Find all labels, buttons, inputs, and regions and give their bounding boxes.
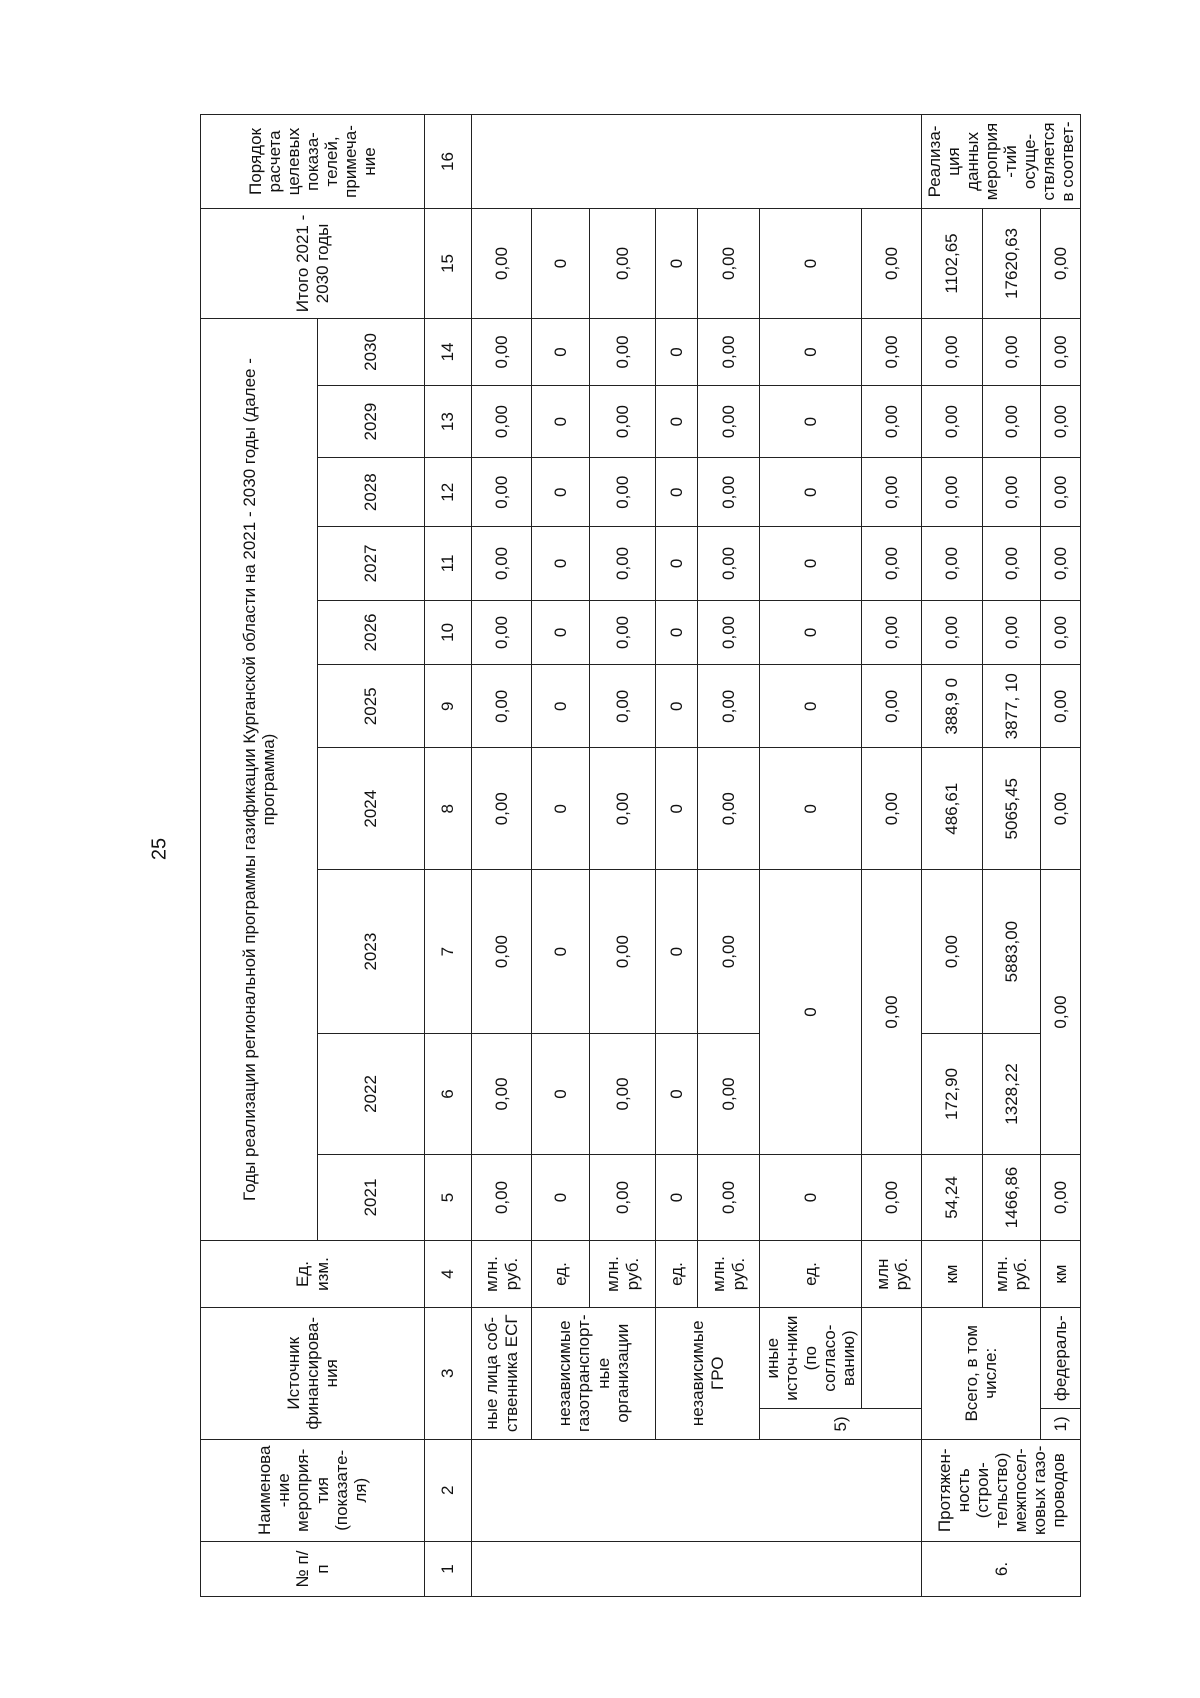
unit-cell: млн. руб. bbox=[590, 1241, 656, 1308]
table-row bbox=[922, 115, 982, 1597]
column-number: 5 bbox=[425, 1154, 472, 1240]
table-row bbox=[862, 115, 922, 1597]
value-cell: 486,61 bbox=[922, 748, 982, 870]
value-cell: 0,00 bbox=[1041, 385, 1081, 457]
column-number: 9 bbox=[425, 665, 472, 748]
source-cell: независимые газотранспорт-ные организации bbox=[532, 1307, 656, 1439]
value-cell: 0 bbox=[532, 1154, 590, 1240]
column-number: 13 bbox=[425, 385, 472, 457]
source-cell: Всего, в том числе: bbox=[922, 1307, 1041, 1439]
header-year: 2026 bbox=[318, 600, 425, 665]
rotated-table-wrapper bbox=[200, 114, 1108, 1597]
total-cell: 0 bbox=[656, 208, 698, 318]
column-number: 15 bbox=[425, 208, 472, 318]
gasification-table bbox=[200, 114, 1081, 1597]
value-cell: 0,00 bbox=[862, 527, 922, 600]
column-number: 14 bbox=[425, 318, 472, 385]
value-cell: 0 bbox=[760, 527, 862, 600]
header-year: 2025 bbox=[318, 665, 425, 748]
column-number-row bbox=[425, 115, 472, 1597]
header-years-group: Годы реализации региональной программы газификации Курганской области на 2021 - 2030 годы (далее - программа) bbox=[201, 318, 318, 1240]
row-number: 6. bbox=[922, 1542, 1081, 1597]
value-cell: 0,00 bbox=[862, 318, 922, 385]
header-year: 2027 bbox=[318, 527, 425, 600]
value-cell: 0,00 bbox=[862, 665, 922, 748]
value-cell: 0,00 bbox=[590, 600, 656, 665]
source-cell: ные лица соб-ственника ЕСГ bbox=[472, 1307, 532, 1439]
value-cell: 0,00 bbox=[698, 527, 760, 600]
value-cell: 0,00 bbox=[1041, 527, 1081, 600]
header-row-1 bbox=[201, 115, 318, 1597]
value-cell: 0,00 bbox=[982, 527, 1040, 600]
header-year: 2030 bbox=[318, 318, 425, 385]
value-cell: 0,00 bbox=[472, 600, 532, 665]
value-cell: 0,00 bbox=[862, 458, 922, 527]
header-notes: Порядок расчета целевых показа-телей, примеча-ние bbox=[201, 115, 425, 209]
value-cell: 0 bbox=[656, 318, 698, 385]
value-cell: 1466,86 bbox=[982, 1154, 1040, 1240]
value-cell: 0,00 bbox=[862, 600, 922, 665]
header-year: 2029 bbox=[318, 385, 425, 457]
value-cell: 0 bbox=[760, 665, 862, 748]
value-cell: 0,00 bbox=[982, 385, 1040, 457]
value-cell: 0,00 bbox=[1041, 1154, 1081, 1240]
unit-cell: млн. руб. bbox=[472, 1241, 532, 1308]
value-cell: 0,00 bbox=[982, 600, 1040, 665]
column-number: 3 bbox=[425, 1307, 472, 1439]
value-cell: 0 bbox=[656, 870, 698, 1034]
value-cell: 0,00 bbox=[698, 1154, 760, 1240]
value-cell: 0,00 bbox=[982, 318, 1040, 385]
value-cell: 0 bbox=[532, 1034, 590, 1155]
total-cell: 0 bbox=[760, 208, 862, 318]
column-number: 7 bbox=[425, 870, 472, 1034]
value-cell: 54,24 bbox=[922, 1154, 982, 1240]
unit-cell: км bbox=[922, 1241, 982, 1308]
table-row bbox=[472, 115, 532, 1597]
value-cell: 0 bbox=[656, 1154, 698, 1240]
value-cell: 0 bbox=[532, 748, 590, 870]
unit-cell: ед. bbox=[656, 1241, 698, 1308]
value-cell: 0,00 bbox=[590, 665, 656, 748]
header-source: Источник финансирова-ния bbox=[201, 1307, 425, 1439]
value-cell: 0,00 bbox=[472, 665, 532, 748]
value-cell: 0,00 bbox=[922, 870, 982, 1034]
value-cell: 0,00 bbox=[472, 458, 532, 527]
value-cell: 0,00 bbox=[862, 1154, 922, 1240]
value-cell: 0,00 bbox=[472, 870, 532, 1034]
total-cell: 0,00 bbox=[1041, 208, 1081, 318]
value-cell: 0 bbox=[656, 665, 698, 748]
table-row bbox=[1041, 115, 1081, 1597]
value-cell: 0,00 bbox=[1041, 665, 1081, 748]
value-cell: 0,00 bbox=[862, 748, 922, 870]
header-year: 2028 bbox=[318, 458, 425, 527]
value-cell: 0,00 bbox=[590, 748, 656, 870]
value-cell: 0,00 bbox=[472, 748, 532, 870]
header-year: 2022 bbox=[318, 1034, 425, 1155]
unit-cell: млн. руб. bbox=[698, 1241, 760, 1308]
value-cell: 0,00 bbox=[1041, 748, 1081, 870]
value-cell: 0 bbox=[760, 385, 862, 457]
value-cell: 0 bbox=[760, 600, 862, 665]
column-number: 10 bbox=[425, 600, 472, 665]
value-cell: 0,00 bbox=[472, 385, 532, 457]
page-number-text: 25 bbox=[148, 837, 171, 861]
column-number: 12 bbox=[425, 458, 472, 527]
value-cell: 0,00 bbox=[590, 318, 656, 385]
value-cell: 0 bbox=[656, 458, 698, 527]
value-cell: 0,00 bbox=[1041, 458, 1081, 527]
value-cell: 172,90 bbox=[922, 1034, 982, 1155]
total-cell: 0,00 bbox=[590, 208, 656, 318]
value-cell: 0,00 bbox=[698, 665, 760, 748]
unit-cell: км bbox=[1041, 1241, 1081, 1308]
value-cell: 0,00 bbox=[472, 527, 532, 600]
value-cell: 0,00 bbox=[698, 1034, 760, 1155]
value-cell: 0 bbox=[656, 600, 698, 665]
value-cell: 0 bbox=[760, 1154, 862, 1240]
value-cell: 0,00 bbox=[590, 458, 656, 527]
value-cell: 0 bbox=[532, 870, 590, 1034]
value-cell: 0,00 bbox=[590, 1034, 656, 1155]
table-row bbox=[532, 115, 590, 1597]
value-cell: 0,00 bbox=[922, 458, 982, 527]
value-cell: 0 bbox=[760, 318, 862, 385]
header-name: Наименова-ние мероприя-тия (показате-ля) bbox=[201, 1439, 425, 1541]
value-cell: 0,00 bbox=[472, 318, 532, 385]
value-cell: 0,00 bbox=[982, 458, 1040, 527]
sub-number: 1) bbox=[1041, 1409, 1081, 1439]
header-year: 2024 bbox=[318, 748, 425, 870]
blank-cell bbox=[472, 115, 922, 209]
value-cell: 0 bbox=[532, 527, 590, 600]
value-cell: 0,00 bbox=[922, 600, 982, 665]
column-number: 4 bbox=[425, 1241, 472, 1308]
value-cell: 0,00 bbox=[590, 385, 656, 457]
value-cell: 3877, 10 bbox=[982, 665, 1040, 748]
column-number: 2 bbox=[425, 1439, 472, 1541]
total-cell: 0,00 bbox=[472, 208, 532, 318]
column-number: 8 bbox=[425, 748, 472, 870]
header-year: 2021 bbox=[318, 1154, 425, 1240]
value-cell: 0,00 bbox=[590, 527, 656, 600]
value-cell: 0,00 bbox=[1041, 600, 1081, 665]
value-cell: 0 bbox=[532, 600, 590, 665]
value-cell-merged: 0,00 bbox=[1041, 870, 1081, 1155]
total-cell: 17620,63 bbox=[982, 208, 1040, 318]
unit-cell: ед. bbox=[760, 1241, 862, 1308]
value-cell: 388,9 0 bbox=[922, 665, 982, 748]
value-cell: 0,00 bbox=[922, 318, 982, 385]
page-number bbox=[145, 0, 175, 1698]
value-cell: 1328,22 bbox=[982, 1034, 1040, 1155]
total-cell: 0,00 bbox=[862, 208, 922, 318]
value-cell: 0,00 bbox=[698, 600, 760, 665]
total-cell: 0 bbox=[532, 208, 590, 318]
value-cell-merged: 0 bbox=[760, 870, 862, 1155]
item-name: Протяжен-ность (строи-тельство) межпосел-ковых газо-проводов bbox=[922, 1439, 1081, 1541]
value-cell: 5065,45 bbox=[982, 748, 1040, 870]
unit-cell: млн руб. bbox=[862, 1241, 922, 1308]
value-cell: 0,00 bbox=[922, 385, 982, 457]
blank-cell bbox=[862, 1307, 922, 1408]
column-number: 16 bbox=[425, 115, 472, 209]
value-cell: 0,00 bbox=[590, 870, 656, 1034]
value-cell: 0 bbox=[656, 527, 698, 600]
value-cell: 0 bbox=[656, 748, 698, 870]
source-cell: федераль- bbox=[1041, 1307, 1081, 1408]
source-cell: иные источ-ники (по согласо-ванию) bbox=[760, 1307, 862, 1408]
value-cell: 0 bbox=[656, 385, 698, 457]
header-year: 2023 bbox=[318, 870, 425, 1034]
unit-cell: млн. руб. bbox=[982, 1241, 1040, 1308]
total-cell: 1102,65 bbox=[922, 208, 982, 318]
value-cell: 0,00 bbox=[698, 385, 760, 457]
table-row bbox=[760, 115, 862, 1597]
value-cell: 0,00 bbox=[590, 1154, 656, 1240]
header-total: Итого 2021 - 2030 годы bbox=[201, 208, 425, 318]
value-cell: 0,00 bbox=[1041, 318, 1081, 385]
value-cell: 0,00 bbox=[698, 748, 760, 870]
value-cell: 0 bbox=[532, 665, 590, 748]
value-cell: 0,00 bbox=[698, 318, 760, 385]
header-unit: Ед. изм. bbox=[201, 1241, 425, 1308]
column-number: 6 bbox=[425, 1034, 472, 1155]
value-cell: 5883,00 bbox=[982, 870, 1040, 1034]
table-row bbox=[656, 115, 698, 1597]
value-cell: 0 bbox=[760, 458, 862, 527]
value-cell: 0 bbox=[532, 458, 590, 527]
value-cell: 0,00 bbox=[922, 527, 982, 600]
total-cell: 0,00 bbox=[698, 208, 760, 318]
value-cell-merged: 0,00 bbox=[862, 870, 922, 1155]
column-number: 11 bbox=[425, 527, 472, 600]
sub-number: 5) bbox=[760, 1409, 922, 1439]
blank-cell bbox=[472, 1439, 922, 1541]
unit-cell: ед. bbox=[532, 1241, 590, 1308]
value-cell: 0,00 bbox=[698, 870, 760, 1034]
value-cell: 0 bbox=[532, 318, 590, 385]
source-cell: независимые ГРО bbox=[656, 1307, 760, 1439]
value-cell: 0,00 bbox=[472, 1034, 532, 1155]
column-number: 1 bbox=[425, 1542, 472, 1597]
blank-cell bbox=[472, 1542, 922, 1597]
value-cell: 0,00 bbox=[862, 385, 922, 457]
value-cell: 0 bbox=[656, 1034, 698, 1155]
value-cell: 0,00 bbox=[472, 1154, 532, 1240]
value-cell: 0 bbox=[760, 748, 862, 870]
value-cell: 0 bbox=[532, 385, 590, 457]
value-cell: 0,00 bbox=[698, 458, 760, 527]
note-cell: Реализа-ция данных мероприя-тий осуще-ствляется в соответ- bbox=[922, 115, 1081, 209]
header-num: № п/п bbox=[201, 1542, 425, 1597]
